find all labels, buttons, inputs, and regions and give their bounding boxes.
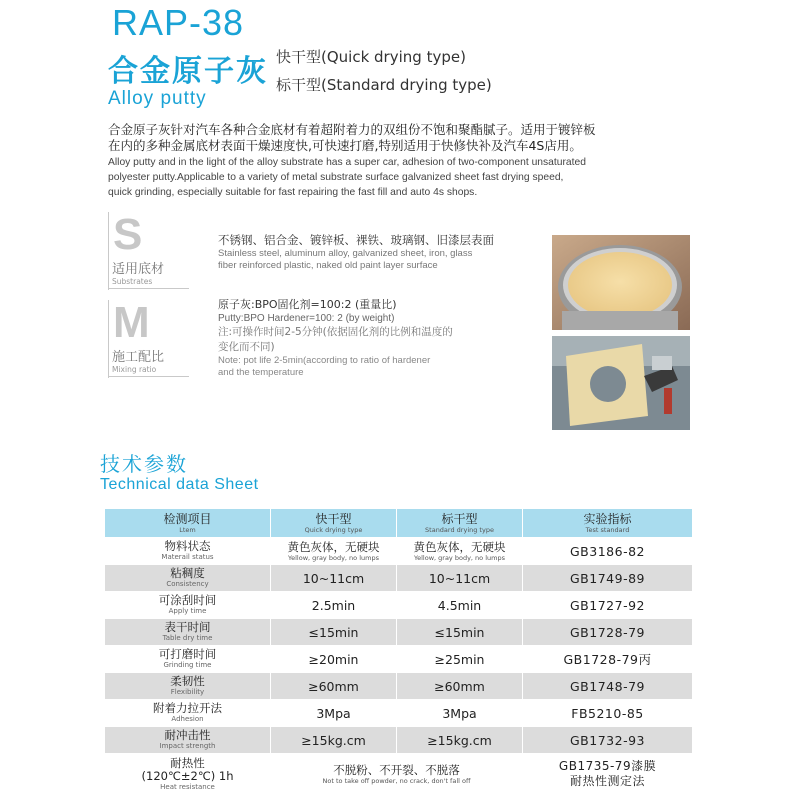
substrates-label-box	[108, 212, 189, 290]
mixing-note-en: Note: pot life 2-5min(according to ratio of hardener	[218, 355, 431, 366]
table-row	[105, 754, 693, 795]
header-test-cn: 实验指标	[583, 511, 632, 526]
header-test-en: Test standard	[585, 525, 630, 534]
row-item	[105, 727, 271, 754]
row-item	[105, 754, 271, 795]
mixing-label-box	[108, 300, 189, 378]
table-row	[105, 700, 693, 727]
table-header-row	[105, 509, 693, 538]
row-test-line: GB1735-79漆膜	[558, 759, 657, 773]
row-item-cn: 耐热性	[170, 755, 205, 770]
product-model: RAP-38	[112, 2, 245, 43]
product-name-en: Alloy putty	[108, 88, 207, 109]
row-item	[105, 565, 271, 592]
intro-cn-line: 在内的多种金属底材表面干燥速度快,可快速打磨,特别适用于快修快补及汽车4S店用。	[108, 138, 582, 153]
intro-en-line: Alloy putty and in the light of the alloy substrate has a super car, adhesion of two-component unsaturated	[108, 157, 586, 168]
row-quick-cn: 黄色灰体，无硬块	[287, 539, 380, 554]
row-item-cn: 耐冲击性	[164, 728, 211, 742]
header-standard-en: Standard drying type	[425, 525, 494, 534]
substrates-label-en: Substrates	[109, 277, 189, 289]
row-test-standard: FB5210-85	[523, 700, 693, 727]
type-standard-drying: 标干型(Standard drying type)	[276, 76, 492, 94]
row-item	[105, 700, 271, 727]
header-quick-cn: 快干型	[315, 511, 352, 526]
row-merged-value	[271, 754, 523, 795]
row-test-line: 耐热性测定法	[569, 774, 645, 788]
row-item-en: Consistency	[166, 580, 209, 588]
mixing-note-en: and the temperature	[218, 367, 304, 378]
row-item	[105, 619, 271, 646]
table-row	[105, 592, 693, 619]
row-quick-value: 2.5min	[271, 592, 397, 619]
row-standard-value: ≥25min	[397, 646, 523, 673]
row-standard-value	[397, 538, 523, 565]
row-quick-value: ≤15min	[271, 619, 397, 646]
row-quick-value: ≥60mm	[271, 673, 397, 700]
row-item-cn: 表干时间	[164, 620, 211, 634]
row-standard-value: ≤15min	[397, 619, 523, 646]
row-test-standard: GB1727-92	[523, 592, 693, 619]
mixing-letter-icon: M	[113, 298, 150, 347]
product-name-cn: 合金原子灰	[108, 54, 268, 89]
row-quick-value: 3Mpa	[271, 700, 397, 727]
row-item-en: Heat resistance	[160, 782, 215, 791]
table-row	[105, 565, 693, 592]
row-item-cn: 可涂刮时间	[158, 593, 217, 607]
table-row	[105, 727, 693, 754]
header-item-en: Ltem	[179, 525, 196, 534]
technical-title-en: Technical data Sheet	[100, 476, 259, 493]
row-test-standard: GB1749-89	[523, 565, 693, 592]
row-item-en: Table dry time	[162, 634, 213, 642]
putty-can-photo	[552, 235, 690, 330]
table-row	[105, 646, 693, 673]
row-test-standard: GB1728-79	[523, 619, 693, 646]
row-standard-cn: 黄色灰体，无硬块	[413, 539, 506, 554]
row-item-en: Grinding time	[163, 661, 212, 669]
header-quick	[271, 509, 397, 538]
spray-application-photo	[552, 336, 690, 430]
row-item-cn: 物料状态	[164, 539, 211, 553]
row-standard-value: ≥60mm	[397, 673, 523, 700]
row-quick-value	[271, 538, 397, 565]
row-test-standard	[523, 754, 693, 795]
technical-data-table	[104, 508, 693, 795]
mixing-label-en: Mixing ratio	[109, 365, 189, 377]
intro-description	[108, 122, 728, 199]
header-standard-cn: 标干型	[441, 511, 478, 526]
substrates-text-en: Stainless steel, aluminum alloy, galvanized sheet, iron, glass	[218, 248, 473, 259]
row-item-cn: 可打磨时间	[158, 647, 217, 661]
substrates-text	[218, 233, 538, 272]
intro-cn-line: 合金原子灰针对汽车各种合金底材有着超附着力的双组份不饱和聚酯腻子。适用于镀锌板	[108, 122, 596, 137]
header-item-cn: 检测项目	[163, 511, 212, 526]
table-row	[105, 538, 693, 565]
row-item	[105, 538, 271, 565]
row-test-standard: GB1748-79	[523, 673, 693, 700]
row-test-standard: GB1732-93	[523, 727, 693, 754]
mixing-note-cn: 注:可操作时间2-5分钟(依据固化剂的比例和温度的	[218, 326, 453, 338]
header-quick-en: Quick drying type	[304, 525, 363, 534]
row-quick-value: 10~11cm	[271, 565, 397, 592]
row-item-en: Impact strength	[159, 742, 216, 750]
substrates-label-cn: 适用底材	[112, 262, 165, 277]
row-item-en: Materail status	[161, 553, 214, 561]
header-item	[105, 509, 271, 538]
row-item	[105, 592, 271, 619]
row-item	[105, 673, 271, 700]
row-standard-value: 4.5min	[397, 592, 523, 619]
row-standard-en: Yellow, gray body, no lumps	[414, 553, 505, 562]
row-item-en: Adhesion	[171, 715, 204, 723]
substrates-text-en: fiber reinforced plastic, naked old paint layer surface	[218, 260, 438, 271]
row-test-standard: GB1728-79丙	[523, 646, 693, 673]
row-merged-en: Not to take off powder, no crack, don't fall off	[322, 776, 471, 785]
row-standard-value: 3Mpa	[397, 700, 523, 727]
header-test	[523, 509, 693, 538]
row-item-en: Apply time	[168, 607, 207, 615]
row-item	[105, 646, 271, 673]
substrates-letter-icon: S	[113, 210, 143, 259]
technical-title-cn: 技术参数	[100, 452, 188, 476]
mixing-ratio-cn: 原子灰:BPO固化剂=100:2 (重量比)	[218, 298, 397, 311]
intro-en-line: polyester putty.Applicable to a variety of metal substrate surface galvanized sheet fast drying speed,	[108, 172, 564, 183]
row-standard-value: 10~11cm	[397, 565, 523, 592]
row-item-cn: 粘稠度	[170, 566, 205, 580]
mixing-note-cn: 变化而不同)	[218, 341, 275, 353]
type-quick-drying: 快干型(Quick drying type)	[276, 48, 466, 66]
substrates-text-cn: 不锈钢、铝合金、镀锌板、裸铁、玻璃钢、旧漆层表面	[218, 233, 494, 247]
header-standard	[397, 509, 523, 538]
row-merged-cn: 不脱粉、不开裂、不脱落	[333, 762, 460, 777]
mixing-label-cn: 施工配比	[112, 350, 165, 365]
intro-en-line: quick grinding, especially suitable for fast repairing the fast fill and auto 4s shops.	[108, 187, 478, 198]
row-item-en: Flexibility	[170, 688, 205, 696]
mixing-text	[218, 297, 548, 379]
row-standard-value: ≥15kg.cm	[397, 727, 523, 754]
row-test-standard: GB3186-82	[523, 538, 693, 565]
row-quick-value: ≥20min	[271, 646, 397, 673]
row-item-cn-condition: (120℃±2℃) 1h	[141, 768, 234, 783]
row-quick-en: Yellow, gray body, no lumps	[288, 553, 379, 562]
row-item-cn: 附着力拉开法	[153, 701, 222, 715]
row-item-cn: 柔韧性	[170, 674, 205, 688]
mixing-ratio-en: Putty:BPO Hardener=100: 2 (by weight)	[218, 313, 395, 324]
table-row	[105, 673, 693, 700]
table-row	[105, 619, 693, 646]
row-quick-value: ≥15kg.cm	[271, 727, 397, 754]
